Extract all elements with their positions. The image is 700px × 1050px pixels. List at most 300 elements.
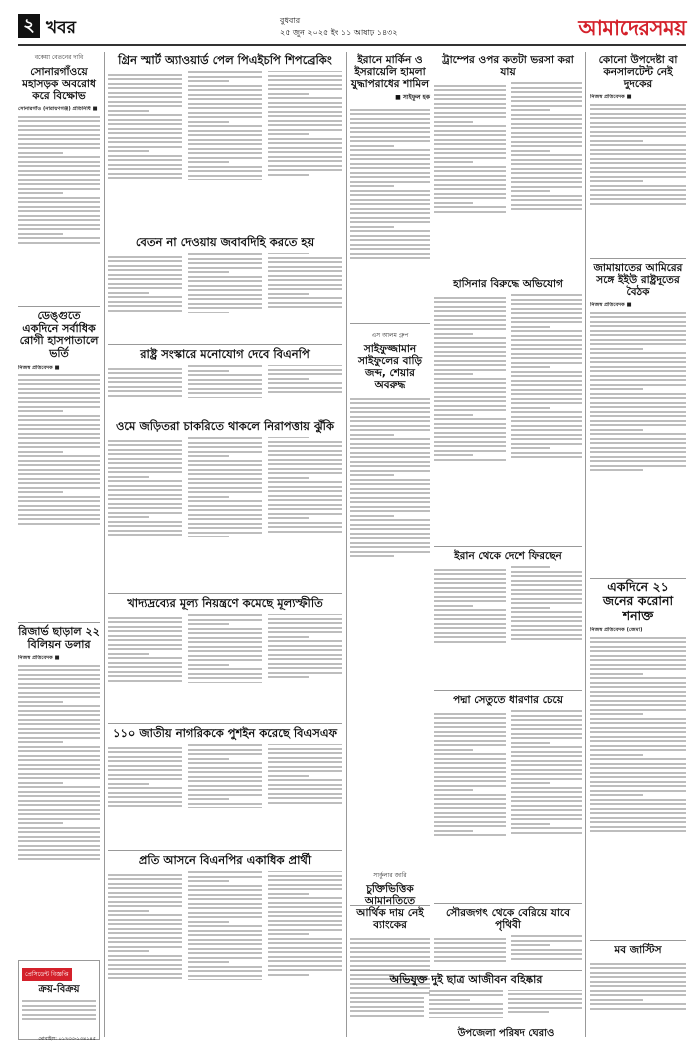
text-line <box>268 373 342 375</box>
text-line <box>268 279 342 281</box>
text-line <box>18 143 100 145</box>
text-line <box>434 405 506 407</box>
text-line <box>350 488 430 490</box>
text-line <box>268 627 342 629</box>
text-line <box>18 800 100 802</box>
page-number: ২ <box>23 15 35 36</box>
text-line <box>511 443 583 445</box>
text-line <box>590 167 686 169</box>
text-line <box>511 82 583 84</box>
text-line <box>590 180 643 182</box>
text-line <box>188 370 229 372</box>
text-line <box>18 129 100 131</box>
section-name: খবর <box>46 18 76 38</box>
text-line <box>188 271 229 273</box>
text-line <box>268 645 342 647</box>
text-line <box>108 96 182 98</box>
text-line <box>434 569 506 571</box>
article-headline: জামায়াতের আমিরের সঙ্গে ইইউ রাষ্ট্রদূতের বৈঠক <box>593 262 683 299</box>
text-line <box>108 675 182 677</box>
text-line <box>188 496 229 498</box>
text-line <box>108 778 182 780</box>
text-line <box>188 673 262 675</box>
text-line <box>18 822 63 824</box>
article-body <box>108 71 342 239</box>
text-line <box>511 154 583 156</box>
text-line <box>590 153 686 155</box>
text-line <box>434 211 506 213</box>
text-line <box>188 103 262 105</box>
text-line <box>350 217 430 219</box>
text-line <box>590 406 686 408</box>
text-line <box>590 189 686 191</box>
text-line <box>268 797 342 799</box>
text-line <box>434 573 506 575</box>
text-line <box>108 372 182 374</box>
text-line <box>590 140 643 142</box>
text-line <box>268 472 342 474</box>
text-line <box>590 659 686 661</box>
text-line <box>268 897 342 899</box>
article-body <box>590 627 686 937</box>
text-line <box>434 418 506 420</box>
text-line <box>590 994 686 996</box>
text-line <box>268 875 342 877</box>
text-line <box>511 208 583 210</box>
text-line <box>18 849 100 851</box>
text-line <box>590 967 686 969</box>
text-line <box>18 116 100 118</box>
text-line <box>268 788 342 790</box>
text-line <box>188 767 262 769</box>
text-line <box>188 491 262 493</box>
text-line <box>108 132 182 134</box>
article-upazila <box>430 1028 582 1040</box>
text-line <box>268 631 342 633</box>
text-line <box>434 956 506 958</box>
text-line <box>590 144 686 146</box>
article-body <box>108 871 342 1039</box>
text-line <box>188 267 262 269</box>
text-line <box>590 799 686 801</box>
text-line <box>268 779 342 781</box>
text-line <box>590 375 686 377</box>
article-sonargaon <box>18 52 100 310</box>
text-line <box>590 709 686 711</box>
text-line <box>108 626 182 628</box>
text-line <box>108 159 182 161</box>
text-line <box>590 736 686 738</box>
text-line <box>268 915 342 917</box>
text-line <box>590 758 686 760</box>
text-line <box>350 492 430 494</box>
text-line <box>188 943 262 945</box>
article-dengue <box>18 310 100 607</box>
text-line <box>108 680 182 682</box>
text-line <box>188 518 262 520</box>
text-line <box>590 104 686 106</box>
article-headline: একদিনে ২১ জনের করোনা শনাক্ত <box>602 579 674 623</box>
text-line <box>590 740 686 742</box>
text-line <box>268 288 342 290</box>
text-line <box>511 634 583 636</box>
article-iran-israel <box>350 54 430 348</box>
article-mob-justice <box>590 944 686 1040</box>
text-line <box>188 121 229 123</box>
text-line <box>268 169 342 171</box>
text-line <box>511 611 583 613</box>
text-line <box>511 204 583 206</box>
text-line <box>18 156 100 158</box>
text-line <box>108 923 182 925</box>
text-line <box>188 258 262 260</box>
text-line <box>590 198 686 200</box>
text-line <box>511 393 583 395</box>
text-line <box>108 74 182 76</box>
article-body <box>590 960 686 1040</box>
article-body <box>108 614 342 722</box>
text-line <box>108 887 182 889</box>
page-header <box>18 12 686 46</box>
article-body <box>108 744 342 848</box>
text-line <box>350 163 430 165</box>
text-line <box>268 526 342 528</box>
text-line <box>590 325 686 327</box>
text-line <box>590 402 686 404</box>
text-line <box>108 787 182 789</box>
article-body <box>18 365 100 607</box>
text-line <box>511 791 583 793</box>
text-line <box>188 85 262 87</box>
text-line <box>188 966 262 968</box>
text-line <box>434 94 506 96</box>
text-line <box>511 769 583 771</box>
masthead-logo <box>578 12 686 47</box>
text-line <box>350 1001 424 1003</box>
text-line <box>108 462 182 464</box>
text-line <box>268 906 342 908</box>
text-line <box>350 524 430 526</box>
text-line <box>350 474 394 476</box>
text-line <box>18 777 100 779</box>
text-line <box>108 92 182 94</box>
text-line <box>268 974 309 976</box>
text-line <box>590 677 686 679</box>
text-line <box>511 438 583 440</box>
text-line <box>350 1015 424 1017</box>
text-line <box>268 293 309 295</box>
text-line <box>188 898 262 900</box>
text-line <box>350 398 430 400</box>
text-line <box>511 746 583 748</box>
text-line <box>590 976 686 978</box>
text-line <box>434 947 506 949</box>
text-line <box>18 152 63 154</box>
text-line <box>188 655 262 657</box>
text-line <box>18 732 100 734</box>
text-line <box>434 789 473 791</box>
text-line <box>188 107 262 109</box>
text-line <box>434 771 506 773</box>
text-line <box>434 116 506 118</box>
text-line <box>434 197 506 199</box>
text-line <box>511 800 583 802</box>
text-line <box>511 344 583 346</box>
text-line <box>268 879 342 881</box>
text-line <box>434 400 506 402</box>
text-line <box>188 939 262 941</box>
text-line <box>108 173 182 175</box>
text-line <box>268 956 342 958</box>
text-line <box>434 387 506 389</box>
text-line <box>18 179 100 181</box>
column-rule <box>104 52 105 1037</box>
text-line <box>350 1006 424 1008</box>
text-line <box>434 360 506 362</box>
classified-body <box>22 998 96 1034</box>
text-line <box>511 580 583 582</box>
text-line <box>188 80 229 82</box>
text-line <box>18 419 100 421</box>
text-line <box>350 555 394 557</box>
article-kicker: এস আলম গ্রুপ <box>371 332 409 339</box>
text-line <box>434 582 506 584</box>
text-line <box>590 162 686 164</box>
text-line <box>18 197 100 199</box>
text-line <box>511 199 583 201</box>
article-food-price <box>108 597 342 722</box>
text-line <box>18 397 100 399</box>
text-line <box>511 733 583 735</box>
text-line <box>434 333 473 335</box>
text-line <box>590 655 686 657</box>
text-line <box>590 817 686 819</box>
text-line <box>434 427 506 429</box>
text-line <box>188 94 262 96</box>
text-line <box>108 534 182 536</box>
text-line <box>18 210 100 212</box>
article-iran-return <box>434 550 582 686</box>
text-line <box>590 420 686 422</box>
text-line <box>268 111 342 113</box>
article-body <box>18 655 100 965</box>
text-line <box>511 593 583 595</box>
text-line <box>108 141 182 143</box>
article-divider <box>350 323 430 324</box>
text-line <box>511 375 583 377</box>
text-line <box>590 767 686 769</box>
text-line <box>511 710 583 712</box>
text-line <box>18 728 100 730</box>
text-line <box>108 621 182 623</box>
text-line <box>108 381 182 383</box>
text-line <box>511 87 583 89</box>
text-line <box>511 136 583 138</box>
text-line <box>18 746 100 748</box>
text-line <box>590 135 686 137</box>
text-line <box>188 880 229 882</box>
text-line <box>350 230 430 232</box>
text-line <box>350 145 394 147</box>
text-line <box>434 175 506 177</box>
text-line <box>434 382 506 384</box>
text-line <box>511 814 583 816</box>
text-line <box>434 103 506 105</box>
text-line <box>18 237 100 239</box>
text-line <box>434 306 506 308</box>
text-line <box>108 377 182 379</box>
text-line <box>108 883 182 885</box>
text-line <box>108 444 182 446</box>
text-line <box>188 303 262 305</box>
text-line <box>18 678 100 680</box>
text-line <box>108 310 182 312</box>
text-line <box>511 330 583 332</box>
text-line <box>18 750 100 752</box>
text-line <box>434 107 506 109</box>
text-line <box>350 465 430 467</box>
text-line <box>108 657 182 659</box>
text-line <box>18 759 100 761</box>
text-line <box>268 120 342 122</box>
text-line <box>18 437 100 439</box>
text-line <box>18 741 63 743</box>
article-headline: ট্রাম্পের ওপর কতটা ভরসা করা যায় <box>442 54 574 79</box>
article-body <box>108 253 342 347</box>
text-line <box>108 769 182 771</box>
text-line <box>18 473 100 475</box>
classified-tag: প্রেসিডেন্ট বিজ্ঞপ্তি <box>22 968 72 981</box>
text-line <box>590 366 686 368</box>
text-line <box>268 97 342 99</box>
text-line <box>350 483 430 485</box>
text-line <box>350 938 430 940</box>
text-line <box>108 467 182 469</box>
text-line <box>434 726 506 728</box>
text-line <box>511 105 583 107</box>
text-line <box>511 123 583 125</box>
text-line <box>268 486 342 488</box>
text-line <box>590 361 686 363</box>
text-line <box>268 517 309 519</box>
text-line <box>511 944 550 946</box>
text-line <box>18 795 100 797</box>
text-line <box>268 802 342 804</box>
article-body <box>434 710 582 906</box>
text-line <box>18 514 100 516</box>
text-line <box>350 140 430 142</box>
text-line <box>590 424 686 426</box>
article-jamaat <box>590 262 686 554</box>
text-line <box>188 780 262 782</box>
text-line <box>511 362 583 364</box>
text-line <box>511 402 583 404</box>
weekday: বুধবার <box>280 16 301 25</box>
text-line <box>590 339 686 341</box>
text-line <box>511 172 583 174</box>
text-line <box>188 134 262 136</box>
text-line <box>511 163 583 165</box>
text-line <box>108 177 182 179</box>
article-headline: ডেঙ্গুতে একদিনে সর্বাধিক রোগী হাসপাতালে ভর্তি <box>19 309 99 360</box>
text-line <box>108 119 182 121</box>
article-body <box>108 437 342 591</box>
text-line <box>350 997 424 999</box>
text-line <box>18 120 100 122</box>
text-line <box>434 188 506 190</box>
text-line <box>590 812 686 814</box>
text-line <box>511 737 583 739</box>
text-line <box>590 429 643 431</box>
text-line <box>434 297 506 299</box>
text-line <box>434 89 506 91</box>
text-line <box>590 637 686 639</box>
text-line <box>268 156 342 158</box>
text-line <box>18 170 100 172</box>
text-line <box>350 109 430 111</box>
article-body <box>350 395 430 647</box>
article-divider <box>434 546 582 547</box>
text-line <box>511 598 583 600</box>
text-line <box>590 171 686 173</box>
text-line <box>511 589 583 591</box>
text-line <box>18 701 63 703</box>
text-line <box>108 146 182 148</box>
text-line <box>590 972 686 974</box>
text-line <box>268 275 342 277</box>
text-line <box>18 478 100 480</box>
text-line <box>350 429 430 431</box>
text-line <box>511 141 583 143</box>
text-line <box>268 445 342 447</box>
text-line <box>350 118 430 120</box>
text-line <box>188 532 262 534</box>
text-line <box>590 963 686 965</box>
text-line <box>350 248 430 250</box>
text-line <box>434 310 506 312</box>
text-line <box>22 1014 96 1016</box>
text-line <box>188 876 262 878</box>
text-line <box>188 619 262 621</box>
text-line <box>590 357 686 359</box>
text-line <box>434 450 506 452</box>
text-line <box>511 584 583 586</box>
text-line <box>188 952 262 954</box>
text-line <box>188 298 262 300</box>
text-line <box>18 687 100 689</box>
text-line <box>18 482 100 484</box>
text-line <box>350 113 430 115</box>
text-line <box>429 1008 503 1010</box>
text-line <box>188 374 262 376</box>
article-byline: ■ সাইফুল হক <box>395 94 430 102</box>
text-line <box>188 614 262 616</box>
text-line <box>108 274 182 276</box>
text-line <box>268 965 342 967</box>
text-line <box>268 391 342 393</box>
text-line <box>590 334 686 336</box>
text-line <box>188 753 262 755</box>
text-line <box>434 441 506 443</box>
text-line <box>108 796 182 798</box>
text-line <box>188 383 262 385</box>
text-line <box>434 170 506 172</box>
text-line <box>188 469 262 471</box>
text-line <box>590 465 686 467</box>
text-line <box>590 821 686 823</box>
text-line <box>108 390 182 392</box>
text-line <box>188 392 262 394</box>
